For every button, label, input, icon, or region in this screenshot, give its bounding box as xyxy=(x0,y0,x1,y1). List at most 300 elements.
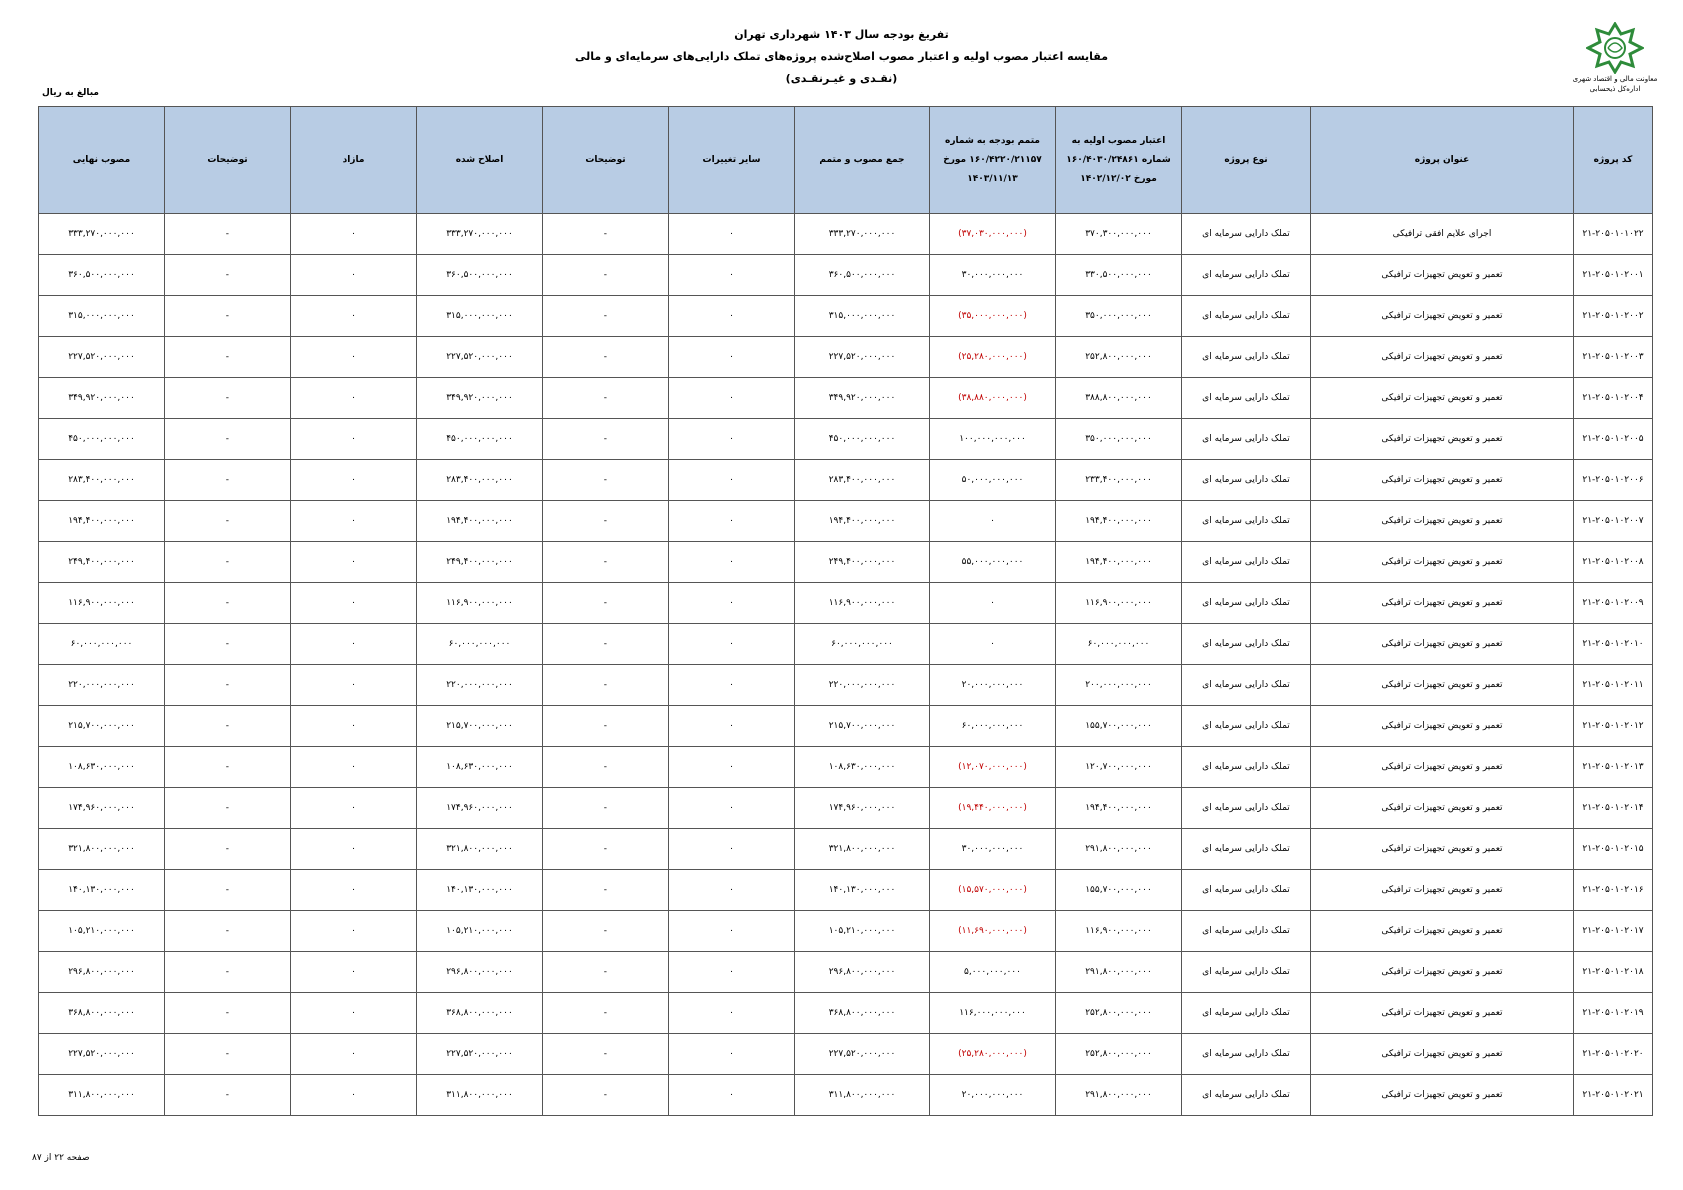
table-row xyxy=(39,337,1653,378)
description-cell: - xyxy=(543,255,669,296)
description-cell: - xyxy=(543,624,669,665)
project-title-cell: تعمیر و تعویض تجهیزات ترافیکی xyxy=(1311,255,1574,296)
project-type-cell: تملک دارایی سرمایه ای xyxy=(1182,542,1311,583)
project-type-cell: تملک دارایی سرمایه ای xyxy=(1182,378,1311,419)
description-cell: - xyxy=(165,706,291,747)
surplus-cell: ۰ xyxy=(291,829,417,870)
surplus-cell: ۰ xyxy=(291,788,417,829)
final-budget-cell: ۲۹۶,۸۰۰,۰۰۰,۰۰۰ xyxy=(39,952,165,993)
table-row xyxy=(39,1034,1653,1075)
revised-budget-cell: ۳۱۵,۰۰۰,۰۰۰,۰۰۰ xyxy=(417,296,543,337)
table-row xyxy=(39,542,1653,583)
project-type-cell: تملک دارایی سرمایه ای xyxy=(1182,993,1311,1034)
column-header: عنوان پروژه xyxy=(1311,107,1574,214)
total-budget-cell: ۲۸۳,۴۰۰,۰۰۰,۰۰۰ xyxy=(795,460,930,501)
initial-budget-cell: ۲۰۰,۰۰۰,۰۰۰,۰۰۰ xyxy=(1056,665,1182,706)
total-budget-cell: ۲۱۵,۷۰۰,۰۰۰,۰۰۰ xyxy=(795,706,930,747)
final-budget-cell: ۱۰۸,۶۳۰,۰۰۰,۰۰۰ xyxy=(39,747,165,788)
other-changes-cell: ۰ xyxy=(669,296,795,337)
description-cell: - xyxy=(165,542,291,583)
surplus-cell: ۰ xyxy=(291,665,417,706)
currency-unit-label: مبالغ به ریال xyxy=(42,88,100,98)
final-budget-cell: ۳۳۳,۲۷۰,۰۰۰,۰۰۰ xyxy=(39,214,165,255)
project-type-cell: تملک دارایی سرمایه ای xyxy=(1182,952,1311,993)
description-cell: - xyxy=(165,788,291,829)
document-subtitle: مقایسه اعتبار مصوب اولیه و اعتبار مصوب اصلاح‌شده پروژه‌های تملک دارایی‌های سرمایه‌ای و مالی xyxy=(574,50,1109,63)
project-code-cell: ۲۱-۲۰۵۰۱۰۲۰۱۱ xyxy=(1574,665,1653,706)
project-code-cell: ۲۱-۲۰۵۰۱۰۲۰۱۶ xyxy=(1574,870,1653,911)
initial-budget-cell: ۱۲۰,۷۰۰,۰۰۰,۰۰۰ xyxy=(1056,747,1182,788)
column-header: سایر تغییرات xyxy=(669,107,795,214)
final-budget-cell: ۱۱۶,۹۰۰,۰۰۰,۰۰۰ xyxy=(39,583,165,624)
table-row xyxy=(39,583,1653,624)
surplus-cell: ۰ xyxy=(291,460,417,501)
total-budget-cell: ۱۹۴,۴۰۰,۰۰۰,۰۰۰ xyxy=(795,501,930,542)
description-cell: - xyxy=(165,870,291,911)
revised-budget-cell: ۶۰,۰۰۰,۰۰۰,۰۰۰ xyxy=(417,624,543,665)
supplement-budget-cell: (۱۵,۵۷۰,۰۰۰,۰۰۰) xyxy=(930,870,1056,911)
project-type-cell: تملک دارایی سرمایه ای xyxy=(1182,624,1311,665)
total-budget-cell: ۳۱۵,۰۰۰,۰۰۰,۰۰۰ xyxy=(795,296,930,337)
description-cell: - xyxy=(543,419,669,460)
description-cell: - xyxy=(165,337,291,378)
total-budget-cell: ۳۲۱,۸۰۰,۰۰۰,۰۰۰ xyxy=(795,829,930,870)
total-budget-cell: ۲۲۷,۵۲۰,۰۰۰,۰۰۰ xyxy=(795,1034,930,1075)
column-header: مازاد xyxy=(291,107,417,214)
description-cell: - xyxy=(543,214,669,255)
project-code-cell: ۲۱-۲۰۵۰۱۰۲۰۰۱ xyxy=(1574,255,1653,296)
project-title-cell: تعمیر و تعویض تجهیزات ترافیکی xyxy=(1311,993,1574,1034)
initial-budget-cell: ۱۹۴,۴۰۰,۰۰۰,۰۰۰ xyxy=(1056,501,1182,542)
table-row xyxy=(39,255,1653,296)
description-cell: - xyxy=(165,665,291,706)
surplus-cell: ۰ xyxy=(291,993,417,1034)
final-budget-cell: ۱۷۴,۹۶۰,۰۰۰,۰۰۰ xyxy=(39,788,165,829)
surplus-cell: ۰ xyxy=(291,952,417,993)
other-changes-cell: ۰ xyxy=(669,952,795,993)
initial-budget-cell: ۳۳۰,۵۰۰,۰۰۰,۰۰۰ xyxy=(1056,255,1182,296)
description-cell: - xyxy=(165,255,291,296)
table-row xyxy=(39,214,1653,255)
surplus-cell: ۰ xyxy=(291,542,417,583)
project-title-cell: تعمیر و تعویض تجهیزات ترافیکی xyxy=(1311,583,1574,624)
description-cell: - xyxy=(165,419,291,460)
document-title: تفریغ بودجه سال ۱۴۰۳ شهرداری تهران xyxy=(734,28,949,41)
supplement-budget-cell: ۲۰,۰۰۰,۰۰۰,۰۰۰ xyxy=(930,665,1056,706)
description-cell: - xyxy=(543,993,669,1034)
final-budget-cell: ۳۴۹,۹۲۰,۰۰۰,۰۰۰ xyxy=(39,378,165,419)
project-code-cell: ۲۱-۲۰۵۰۱۰۱۰۲۲ xyxy=(1574,214,1653,255)
revised-budget-cell: ۱۱۶,۹۰۰,۰۰۰,۰۰۰ xyxy=(417,583,543,624)
project-type-cell: تملک دارایی سرمایه ای xyxy=(1182,706,1311,747)
description-cell: - xyxy=(165,501,291,542)
table-row xyxy=(39,419,1653,460)
project-type-cell: تملک دارایی سرمایه ای xyxy=(1182,583,1311,624)
description-cell: - xyxy=(543,788,669,829)
initial-budget-cell: ۱۱۶,۹۰۰,۰۰۰,۰۰۰ xyxy=(1056,583,1182,624)
other-changes-cell: ۰ xyxy=(669,706,795,747)
other-changes-cell: ۰ xyxy=(669,542,795,583)
total-budget-cell: ۳۳۳,۲۷۰,۰۰۰,۰۰۰ xyxy=(795,214,930,255)
column-header: نوع پروژه xyxy=(1182,107,1311,214)
description-cell: - xyxy=(165,624,291,665)
description-cell: - xyxy=(165,911,291,952)
description-cell: - xyxy=(543,1075,669,1116)
project-type-cell: تملک دارایی سرمایه ای xyxy=(1182,296,1311,337)
revised-budget-cell: ۲۱۵,۷۰۰,۰۰۰,۰۰۰ xyxy=(417,706,543,747)
table-row xyxy=(39,870,1653,911)
final-budget-cell: ۳۱۱,۸۰۰,۰۰۰,۰۰۰ xyxy=(39,1075,165,1116)
other-changes-cell: ۰ xyxy=(669,911,795,952)
description-cell: - xyxy=(165,460,291,501)
revised-budget-cell: ۲۴۹,۴۰۰,۰۰۰,۰۰۰ xyxy=(417,542,543,583)
surplus-cell: ۰ xyxy=(291,870,417,911)
other-changes-cell: ۰ xyxy=(669,624,795,665)
project-title-cell: تعمیر و تعویض تجهیزات ترافیکی xyxy=(1311,829,1574,870)
table-header-row xyxy=(39,107,1653,214)
total-budget-cell: ۶۰,۰۰۰,۰۰۰,۰۰۰ xyxy=(795,624,930,665)
project-code-cell: ۲۱-۲۰۵۰۱۰۲۰۰۶ xyxy=(1574,460,1653,501)
revised-budget-cell: ۳۱۱,۸۰۰,۰۰۰,۰۰۰ xyxy=(417,1075,543,1116)
revised-budget-cell: ۲۹۶,۸۰۰,۰۰۰,۰۰۰ xyxy=(417,952,543,993)
surplus-cell: ۰ xyxy=(291,501,417,542)
project-type-cell: تملک دارایی سرمایه ای xyxy=(1182,1034,1311,1075)
revised-budget-cell: ۱۹۴,۴۰۰,۰۰۰,۰۰۰ xyxy=(417,501,543,542)
surplus-cell: ۰ xyxy=(291,296,417,337)
description-cell: - xyxy=(165,952,291,993)
final-budget-cell: ۳۱۵,۰۰۰,۰۰۰,۰۰۰ xyxy=(39,296,165,337)
table-row xyxy=(39,296,1653,337)
description-cell: - xyxy=(543,870,669,911)
other-changes-cell: ۰ xyxy=(669,993,795,1034)
surplus-cell: ۰ xyxy=(291,747,417,788)
description-cell: - xyxy=(543,583,669,624)
final-budget-cell: ۲۲۷,۵۲۰,۰۰۰,۰۰۰ xyxy=(39,337,165,378)
project-type-cell: تملک دارایی سرمایه ای xyxy=(1182,870,1311,911)
table-row xyxy=(39,460,1653,501)
total-budget-cell: ۲۲۷,۵۲۰,۰۰۰,۰۰۰ xyxy=(795,337,930,378)
supplement-budget-cell: ۶۰,۰۰۰,۰۰۰,۰۰۰ xyxy=(930,706,1056,747)
final-budget-cell: ۴۵۰,۰۰۰,۰۰۰,۰۰۰ xyxy=(39,419,165,460)
supplement-budget-cell: ۵۰,۰۰۰,۰۰۰,۰۰۰ xyxy=(930,460,1056,501)
surplus-cell: ۰ xyxy=(291,624,417,665)
description-cell: - xyxy=(543,1034,669,1075)
table-row xyxy=(39,911,1653,952)
project-code-cell: ۲۱-۲۰۵۰۱۰۲۰۰۵ xyxy=(1574,419,1653,460)
final-budget-cell: ۱۰۵,۲۱۰,۰۰۰,۰۰۰ xyxy=(39,911,165,952)
other-changes-cell: ۰ xyxy=(669,501,795,542)
supplement-budget-cell: (۳۸,۸۸۰,۰۰۰,۰۰۰) xyxy=(930,378,1056,419)
final-budget-cell: ۲۱۵,۷۰۰,۰۰۰,۰۰۰ xyxy=(39,706,165,747)
project-code-cell: ۲۱-۲۰۵۰۱۰۲۰۱۲ xyxy=(1574,706,1653,747)
description-cell: - xyxy=(165,993,291,1034)
other-changes-cell: ۰ xyxy=(669,788,795,829)
initial-budget-cell: ۱۹۴,۴۰۰,۰۰۰,۰۰۰ xyxy=(1056,542,1182,583)
logo-org-line1: معاونت مالی و اقتصاد شهری xyxy=(1572,75,1658,83)
supplement-budget-cell: (۳۵,۰۰۰,۰۰۰,۰۰۰) xyxy=(930,296,1056,337)
final-budget-cell: ۳۲۱,۸۰۰,۰۰۰,۰۰۰ xyxy=(39,829,165,870)
description-cell: - xyxy=(165,378,291,419)
project-type-cell: تملک دارایی سرمایه ای xyxy=(1182,419,1311,460)
table-row xyxy=(39,747,1653,788)
project-title-cell: تعمیر و تعویض تجهیزات ترافیکی xyxy=(1311,952,1574,993)
project-code-cell: ۲۱-۲۰۵۰۱۰۲۰۰۴ xyxy=(1574,378,1653,419)
initial-budget-cell: ۲۹۱,۸۰۰,۰۰۰,۰۰۰ xyxy=(1056,1075,1182,1116)
surplus-cell: ۰ xyxy=(291,1075,417,1116)
supplement-budget-cell: ۳۰,۰۰۰,۰۰۰,۰۰۰ xyxy=(930,255,1056,296)
revised-budget-cell: ۱۴۰,۱۳۰,۰۰۰,۰۰۰ xyxy=(417,870,543,911)
supplement-budget-cell: ۵۵,۰۰۰,۰۰۰,۰۰۰ xyxy=(930,542,1056,583)
project-title-cell: تعمیر و تعویض تجهیزات ترافیکی xyxy=(1311,624,1574,665)
project-type-cell: تملک دارایی سرمایه ای xyxy=(1182,1075,1311,1116)
supplement-budget-cell: (۳۷,۰۳۰,۰۰۰,۰۰۰) xyxy=(930,214,1056,255)
table-row xyxy=(39,706,1653,747)
other-changes-cell: ۰ xyxy=(669,378,795,419)
revised-budget-cell: ۴۵۰,۰۰۰,۰۰۰,۰۰۰ xyxy=(417,419,543,460)
revised-budget-cell: ۳۶۰,۵۰۰,۰۰۰,۰۰۰ xyxy=(417,255,543,296)
description-cell: - xyxy=(543,747,669,788)
supplement-budget-cell: (۲۵,۲۸۰,۰۰۰,۰۰۰) xyxy=(930,337,1056,378)
project-code-cell: ۲۱-۲۰۵۰۱۰۲۰۰۹ xyxy=(1574,583,1653,624)
table-row xyxy=(39,993,1653,1034)
initial-budget-cell: ۲۹۱,۸۰۰,۰۰۰,۰۰۰ xyxy=(1056,829,1182,870)
total-budget-cell: ۲۲۰,۰۰۰,۰۰۰,۰۰۰ xyxy=(795,665,930,706)
table-row xyxy=(39,829,1653,870)
initial-budget-cell: ۶۰,۰۰۰,۰۰۰,۰۰۰ xyxy=(1056,624,1182,665)
surplus-cell: ۰ xyxy=(291,706,417,747)
supplement-budget-cell: (۱۹,۴۴۰,۰۰۰,۰۰۰) xyxy=(930,788,1056,829)
final-budget-cell: ۲۲۰,۰۰۰,۰۰۰,۰۰۰ xyxy=(39,665,165,706)
surplus-cell: ۰ xyxy=(291,214,417,255)
other-changes-cell: ۰ xyxy=(669,255,795,296)
total-budget-cell: ۱۷۴,۹۶۰,۰۰۰,۰۰۰ xyxy=(795,788,930,829)
initial-budget-cell: ۱۵۵,۷۰۰,۰۰۰,۰۰۰ xyxy=(1056,870,1182,911)
supplement-budget-cell: ۳۰,۰۰۰,۰۰۰,۰۰۰ xyxy=(930,829,1056,870)
supplement-budget-cell: ۱۱۶,۰۰۰,۰۰۰,۰۰۰ xyxy=(930,993,1056,1034)
project-title-cell: تعمیر و تعویض تجهیزات ترافیکی xyxy=(1311,788,1574,829)
project-title-cell: تعمیر و تعویض تجهیزات ترافیکی xyxy=(1311,665,1574,706)
project-title-cell: تعمیر و تعویض تجهیزات ترافیکی xyxy=(1311,542,1574,583)
initial-budget-cell: ۲۵۲,۸۰۰,۰۰۰,۰۰۰ xyxy=(1056,1034,1182,1075)
description-cell: - xyxy=(165,214,291,255)
project-title-cell: تعمیر و تعویض تجهیزات ترافیکی xyxy=(1311,296,1574,337)
description-cell: - xyxy=(543,706,669,747)
revised-budget-cell: ۲۲۷,۵۲۰,۰۰۰,۰۰۰ xyxy=(417,1034,543,1075)
column-header: جمع مصوب و متمم xyxy=(795,107,930,214)
surplus-cell: ۰ xyxy=(291,378,417,419)
total-budget-cell: ۳۶۸,۸۰۰,۰۰۰,۰۰۰ xyxy=(795,993,930,1034)
project-code-cell: ۲۱-۲۰۵۰۱۰۲۰۱۹ xyxy=(1574,993,1653,1034)
surplus-cell: ۰ xyxy=(291,419,417,460)
project-type-cell: تملک دارایی سرمایه ای xyxy=(1182,665,1311,706)
other-changes-cell: ۰ xyxy=(669,460,795,501)
table-row xyxy=(39,378,1653,419)
project-type-cell: تملک دارایی سرمایه ای xyxy=(1182,337,1311,378)
column-header: اعتبار مصوب اولیه به شماره ۱۶۰/۴۰۳۰/۲۴۸۶۱ مورخ ۱۴۰۲/۱۲/۰۲ xyxy=(1056,107,1182,214)
initial-budget-cell: ۳۵۰,۰۰۰,۰۰۰,۰۰۰ xyxy=(1056,419,1182,460)
other-changes-cell: ۰ xyxy=(669,870,795,911)
supplement-budget-cell: ۰ xyxy=(930,583,1056,624)
final-budget-cell: ۶۰,۰۰۰,۰۰۰,۰۰۰ xyxy=(39,624,165,665)
description-cell: - xyxy=(543,911,669,952)
page-number: صفحه ۲۲ از ۸۷ xyxy=(32,1153,90,1163)
column-header: توضیحات xyxy=(543,107,669,214)
budget-table xyxy=(38,106,1653,1116)
project-title-cell: تعمیر و تعویض تجهیزات ترافیکی xyxy=(1311,378,1574,419)
project-code-cell: ۲۱-۲۰۵۰۱۰۲۰۰۸ xyxy=(1574,542,1653,583)
other-changes-cell: ۰ xyxy=(669,829,795,870)
total-budget-cell: ۱۰۸,۶۳۰,۰۰۰,۰۰۰ xyxy=(795,747,930,788)
project-code-cell: ۲۱-۲۰۵۰۱۰۲۰۱۵ xyxy=(1574,829,1653,870)
description-cell: - xyxy=(165,1075,291,1116)
final-budget-cell: ۱۴۰,۱۳۰,۰۰۰,۰۰۰ xyxy=(39,870,165,911)
project-code-cell: ۲۱-۲۰۵۰۱۰۲۰۱۰ xyxy=(1574,624,1653,665)
revised-budget-cell: ۲۸۳,۴۰۰,۰۰۰,۰۰۰ xyxy=(417,460,543,501)
description-cell: - xyxy=(165,296,291,337)
municipality-logo xyxy=(1565,22,1665,102)
revised-budget-cell: ۱۰۸,۶۳۰,۰۰۰,۰۰۰ xyxy=(417,747,543,788)
supplement-budget-cell: ۰ xyxy=(930,501,1056,542)
initial-budget-cell: ۲۵۲,۸۰۰,۰۰۰,۰۰۰ xyxy=(1056,993,1182,1034)
table-body xyxy=(39,214,1653,1116)
final-budget-cell: ۲۲۷,۵۲۰,۰۰۰,۰۰۰ xyxy=(39,1034,165,1075)
project-title-cell: تعمیر و تعویض تجهیزات ترافیکی xyxy=(1311,747,1574,788)
description-cell: - xyxy=(543,460,669,501)
total-budget-cell: ۳۶۰,۵۰۰,۰۰۰,۰۰۰ xyxy=(795,255,930,296)
table-row xyxy=(39,501,1653,542)
other-changes-cell: ۰ xyxy=(669,1034,795,1075)
document-subtitle-note: (نقـدی و غیـرنقـدی) xyxy=(785,72,898,85)
revised-budget-cell: ۳۴۹,۹۲۰,۰۰۰,۰۰۰ xyxy=(417,378,543,419)
supplement-budget-cell: ۵,۰۰۰,۰۰۰,۰۰۰ xyxy=(930,952,1056,993)
project-type-cell: تملک دارایی سرمایه ای xyxy=(1182,747,1311,788)
revised-budget-cell: ۱۰۵,۲۱۰,۰۰۰,۰۰۰ xyxy=(417,911,543,952)
table-row xyxy=(39,788,1653,829)
column-header: اصلاح شده xyxy=(417,107,543,214)
surplus-cell: ۰ xyxy=(291,255,417,296)
total-budget-cell: ۱۴۰,۱۳۰,۰۰۰,۰۰۰ xyxy=(795,870,930,911)
project-title-cell: تعمیر و تعویض تجهیزات ترافیکی xyxy=(1311,501,1574,542)
other-changes-cell: ۰ xyxy=(669,337,795,378)
other-changes-cell: ۰ xyxy=(669,214,795,255)
project-title-cell: تعمیر و تعویض تجهیزات ترافیکی xyxy=(1311,706,1574,747)
description-cell: - xyxy=(543,296,669,337)
project-code-cell: ۲۱-۲۰۵۰۱۰۲۰۱۳ xyxy=(1574,747,1653,788)
supplement-budget-cell: (۱۲,۰۷۰,۰۰۰,۰۰۰) xyxy=(930,747,1056,788)
table-row xyxy=(39,624,1653,665)
total-budget-cell: ۲۹۶,۸۰۰,۰۰۰,۰۰۰ xyxy=(795,952,930,993)
initial-budget-cell: ۳۷۰,۳۰۰,۰۰۰,۰۰۰ xyxy=(1056,214,1182,255)
logo-org-line2: اداره‌کل ذیحسابی xyxy=(1589,85,1641,93)
total-budget-cell: ۳۴۹,۹۲۰,۰۰۰,۰۰۰ xyxy=(795,378,930,419)
other-changes-cell: ۰ xyxy=(669,1075,795,1116)
initial-budget-cell: ۲۵۲,۸۰۰,۰۰۰,۰۰۰ xyxy=(1056,337,1182,378)
description-cell: - xyxy=(165,1034,291,1075)
table-row xyxy=(39,665,1653,706)
column-header: کد پروژه xyxy=(1574,107,1653,214)
supplement-budget-cell: ۲۰,۰۰۰,۰۰۰,۰۰۰ xyxy=(930,1075,1056,1116)
column-header: متمم بودجه به شماره ۱۶۰/۴۲۲۰/۲۱۱۵۷ مورخ ۱۴۰۳/۱۱/۱۳ xyxy=(930,107,1056,214)
project-code-cell: ۲۱-۲۰۵۰۱۰۲۰۱۸ xyxy=(1574,952,1653,993)
initial-budget-cell: ۳۵۰,۰۰۰,۰۰۰,۰۰۰ xyxy=(1056,296,1182,337)
project-title-cell: تعمیر و تعویض تجهیزات ترافیکی xyxy=(1311,870,1574,911)
project-title-cell: تعمیر و تعویض تجهیزات ترافیکی xyxy=(1311,911,1574,952)
table-row xyxy=(39,952,1653,993)
other-changes-cell: ۰ xyxy=(669,747,795,788)
project-title-cell: تعمیر و تعویض تجهیزات ترافیکی xyxy=(1311,1034,1574,1075)
revised-budget-cell: ۱۷۴,۹۶۰,۰۰۰,۰۰۰ xyxy=(417,788,543,829)
logo-emblem-icon xyxy=(1586,22,1644,74)
project-code-cell: ۲۱-۲۰۵۰۱۰۲۰۱۴ xyxy=(1574,788,1653,829)
project-code-cell: ۲۱-۲۰۵۰۱۰۲۰۲۰ xyxy=(1574,1034,1653,1075)
initial-budget-cell: ۱۹۴,۴۰۰,۰۰۰,۰۰۰ xyxy=(1056,788,1182,829)
initial-budget-cell: ۳۸۸,۸۰۰,۰۰۰,۰۰۰ xyxy=(1056,378,1182,419)
project-code-cell: ۲۱-۲۰۵۰۱۰۲۰۰۳ xyxy=(1574,337,1653,378)
project-type-cell: تملک دارایی سرمایه ای xyxy=(1182,460,1311,501)
surplus-cell: ۰ xyxy=(291,583,417,624)
project-code-cell: ۲۱-۲۰۵۰۱۰۲۰۱۷ xyxy=(1574,911,1653,952)
revised-budget-cell: ۳۲۱,۸۰۰,۰۰۰,۰۰۰ xyxy=(417,829,543,870)
project-code-cell: ۲۱-۲۰۵۰۱۰۲۰۲۱ xyxy=(1574,1075,1653,1116)
description-cell: - xyxy=(543,829,669,870)
project-title-cell: اجرای علایم افقی ترافیکی xyxy=(1311,214,1574,255)
description-cell: - xyxy=(543,542,669,583)
column-header: توضیحات xyxy=(165,107,291,214)
document-header xyxy=(0,24,1683,90)
description-cell: - xyxy=(543,952,669,993)
supplement-budget-cell: ۱۰۰,۰۰۰,۰۰۰,۰۰۰ xyxy=(930,419,1056,460)
project-type-cell: تملک دارایی سرمایه ای xyxy=(1182,501,1311,542)
description-cell: - xyxy=(543,378,669,419)
final-budget-cell: ۳۶۸,۸۰۰,۰۰۰,۰۰۰ xyxy=(39,993,165,1034)
description-cell: - xyxy=(165,747,291,788)
initial-budget-cell: ۱۵۵,۷۰۰,۰۰۰,۰۰۰ xyxy=(1056,706,1182,747)
project-type-cell: تملک دارایی سرمایه ای xyxy=(1182,911,1311,952)
supplement-budget-cell: ۰ xyxy=(930,624,1056,665)
total-budget-cell: ۱۰۵,۲۱۰,۰۰۰,۰۰۰ xyxy=(795,911,930,952)
project-code-cell: ۲۱-۲۰۵۰۱۰۲۰۰۲ xyxy=(1574,296,1653,337)
description-cell: - xyxy=(543,501,669,542)
column-header: مصوب نهایی xyxy=(39,107,165,214)
supplement-budget-cell: (۲۵,۲۸۰,۰۰۰,۰۰۰) xyxy=(930,1034,1056,1075)
project-type-cell: تملک دارایی سرمایه ای xyxy=(1182,788,1311,829)
final-budget-cell: ۲۴۹,۴۰۰,۰۰۰,۰۰۰ xyxy=(39,542,165,583)
initial-budget-cell: ۲۳۳,۴۰۰,۰۰۰,۰۰۰ xyxy=(1056,460,1182,501)
revised-budget-cell: ۳۳۳,۲۷۰,۰۰۰,۰۰۰ xyxy=(417,214,543,255)
revised-budget-cell: ۳۶۸,۸۰۰,۰۰۰,۰۰۰ xyxy=(417,993,543,1034)
total-budget-cell: ۱۱۶,۹۰۰,۰۰۰,۰۰۰ xyxy=(795,583,930,624)
initial-budget-cell: ۲۹۱,۸۰۰,۰۰۰,۰۰۰ xyxy=(1056,952,1182,993)
final-budget-cell: ۱۹۴,۴۰۰,۰۰۰,۰۰۰ xyxy=(39,501,165,542)
project-type-cell: تملک دارایی سرمایه ای xyxy=(1182,255,1311,296)
surplus-cell: ۰ xyxy=(291,1034,417,1075)
project-type-cell: تملک دارایی سرمایه ای xyxy=(1182,829,1311,870)
surplus-cell: ۰ xyxy=(291,911,417,952)
description-cell: - xyxy=(543,337,669,378)
project-title-cell: تعمیر و تعویض تجهیزات ترافیکی xyxy=(1311,337,1574,378)
supplement-budget-cell: (۱۱,۶۹۰,۰۰۰,۰۰۰) xyxy=(930,911,1056,952)
other-changes-cell: ۰ xyxy=(669,665,795,706)
table-row xyxy=(39,1075,1653,1116)
project-title-cell: تعمیر و تعویض تجهیزات ترافیکی xyxy=(1311,460,1574,501)
description-cell: - xyxy=(543,665,669,706)
project-code-cell: ۲۱-۲۰۵۰۱۰۲۰۰۷ xyxy=(1574,501,1653,542)
revised-budget-cell: ۲۲۷,۵۲۰,۰۰۰,۰۰۰ xyxy=(417,337,543,378)
description-cell: - xyxy=(165,829,291,870)
total-budget-cell: ۳۱۱,۸۰۰,۰۰۰,۰۰۰ xyxy=(795,1075,930,1116)
other-changes-cell: ۰ xyxy=(669,583,795,624)
revised-budget-cell: ۲۲۰,۰۰۰,۰۰۰,۰۰۰ xyxy=(417,665,543,706)
